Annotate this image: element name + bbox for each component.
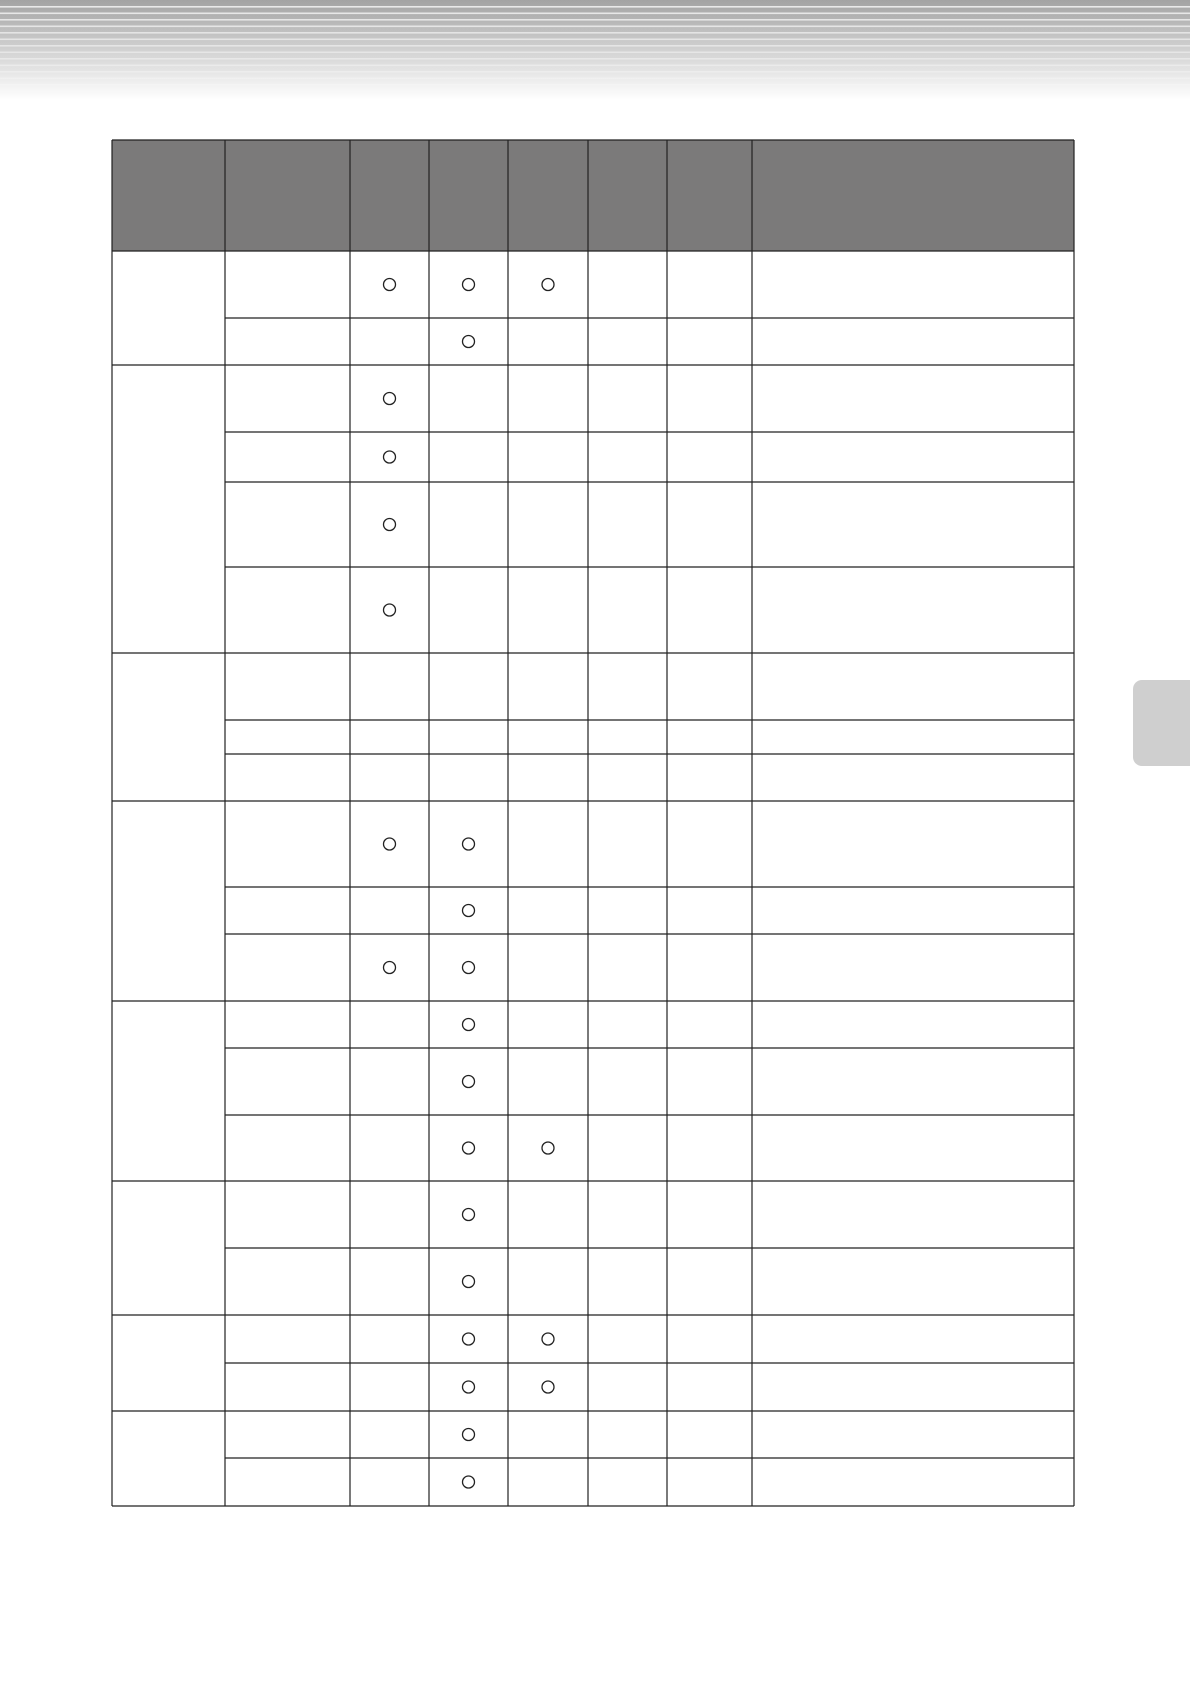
check-circle-mark — [463, 1076, 475, 1088]
check-circle-mark — [463, 279, 475, 291]
check-circle-mark — [463, 1381, 475, 1393]
check-circle-mark — [384, 962, 396, 974]
check-circle-mark — [463, 838, 475, 850]
check-circle-mark — [463, 1276, 475, 1288]
table-row — [463, 1209, 475, 1221]
table-row — [463, 1476, 475, 1488]
table-header-fill — [112, 140, 1074, 251]
check-circle-mark — [463, 336, 475, 348]
table-body — [384, 279, 555, 1489]
check-circle-mark — [384, 393, 396, 405]
check-circle-mark — [463, 1019, 475, 1031]
check-circle-mark — [463, 1476, 475, 1488]
check-circle-mark — [463, 1142, 475, 1154]
table-row — [384, 279, 555, 291]
check-circle-mark — [542, 279, 554, 291]
check-circle-mark — [384, 279, 396, 291]
check-circle-mark — [463, 1333, 475, 1345]
table-row — [463, 1276, 475, 1288]
check-circle-mark — [463, 1209, 475, 1221]
check-circle-mark — [384, 451, 396, 463]
table-row — [384, 604, 396, 616]
table-grid-lines — [112, 140, 1074, 1506]
table-row — [463, 905, 475, 917]
check-circle-mark — [384, 519, 396, 531]
check-circle-mark — [463, 962, 475, 974]
check-circle-mark — [542, 1381, 554, 1393]
check-circle-mark — [542, 1333, 554, 1345]
check-circle-mark — [542, 1142, 554, 1154]
table-row — [463, 1429, 475, 1441]
check-circle-mark — [384, 604, 396, 616]
check-circle-mark — [463, 1429, 475, 1441]
check-circle-mark — [384, 838, 396, 850]
table-row — [463, 336, 475, 348]
table-row — [463, 1019, 475, 1031]
table-row — [463, 1076, 475, 1088]
table-row — [384, 519, 396, 531]
table-row — [384, 393, 396, 405]
check-circle-mark — [463, 905, 475, 917]
table-row — [384, 451, 396, 463]
